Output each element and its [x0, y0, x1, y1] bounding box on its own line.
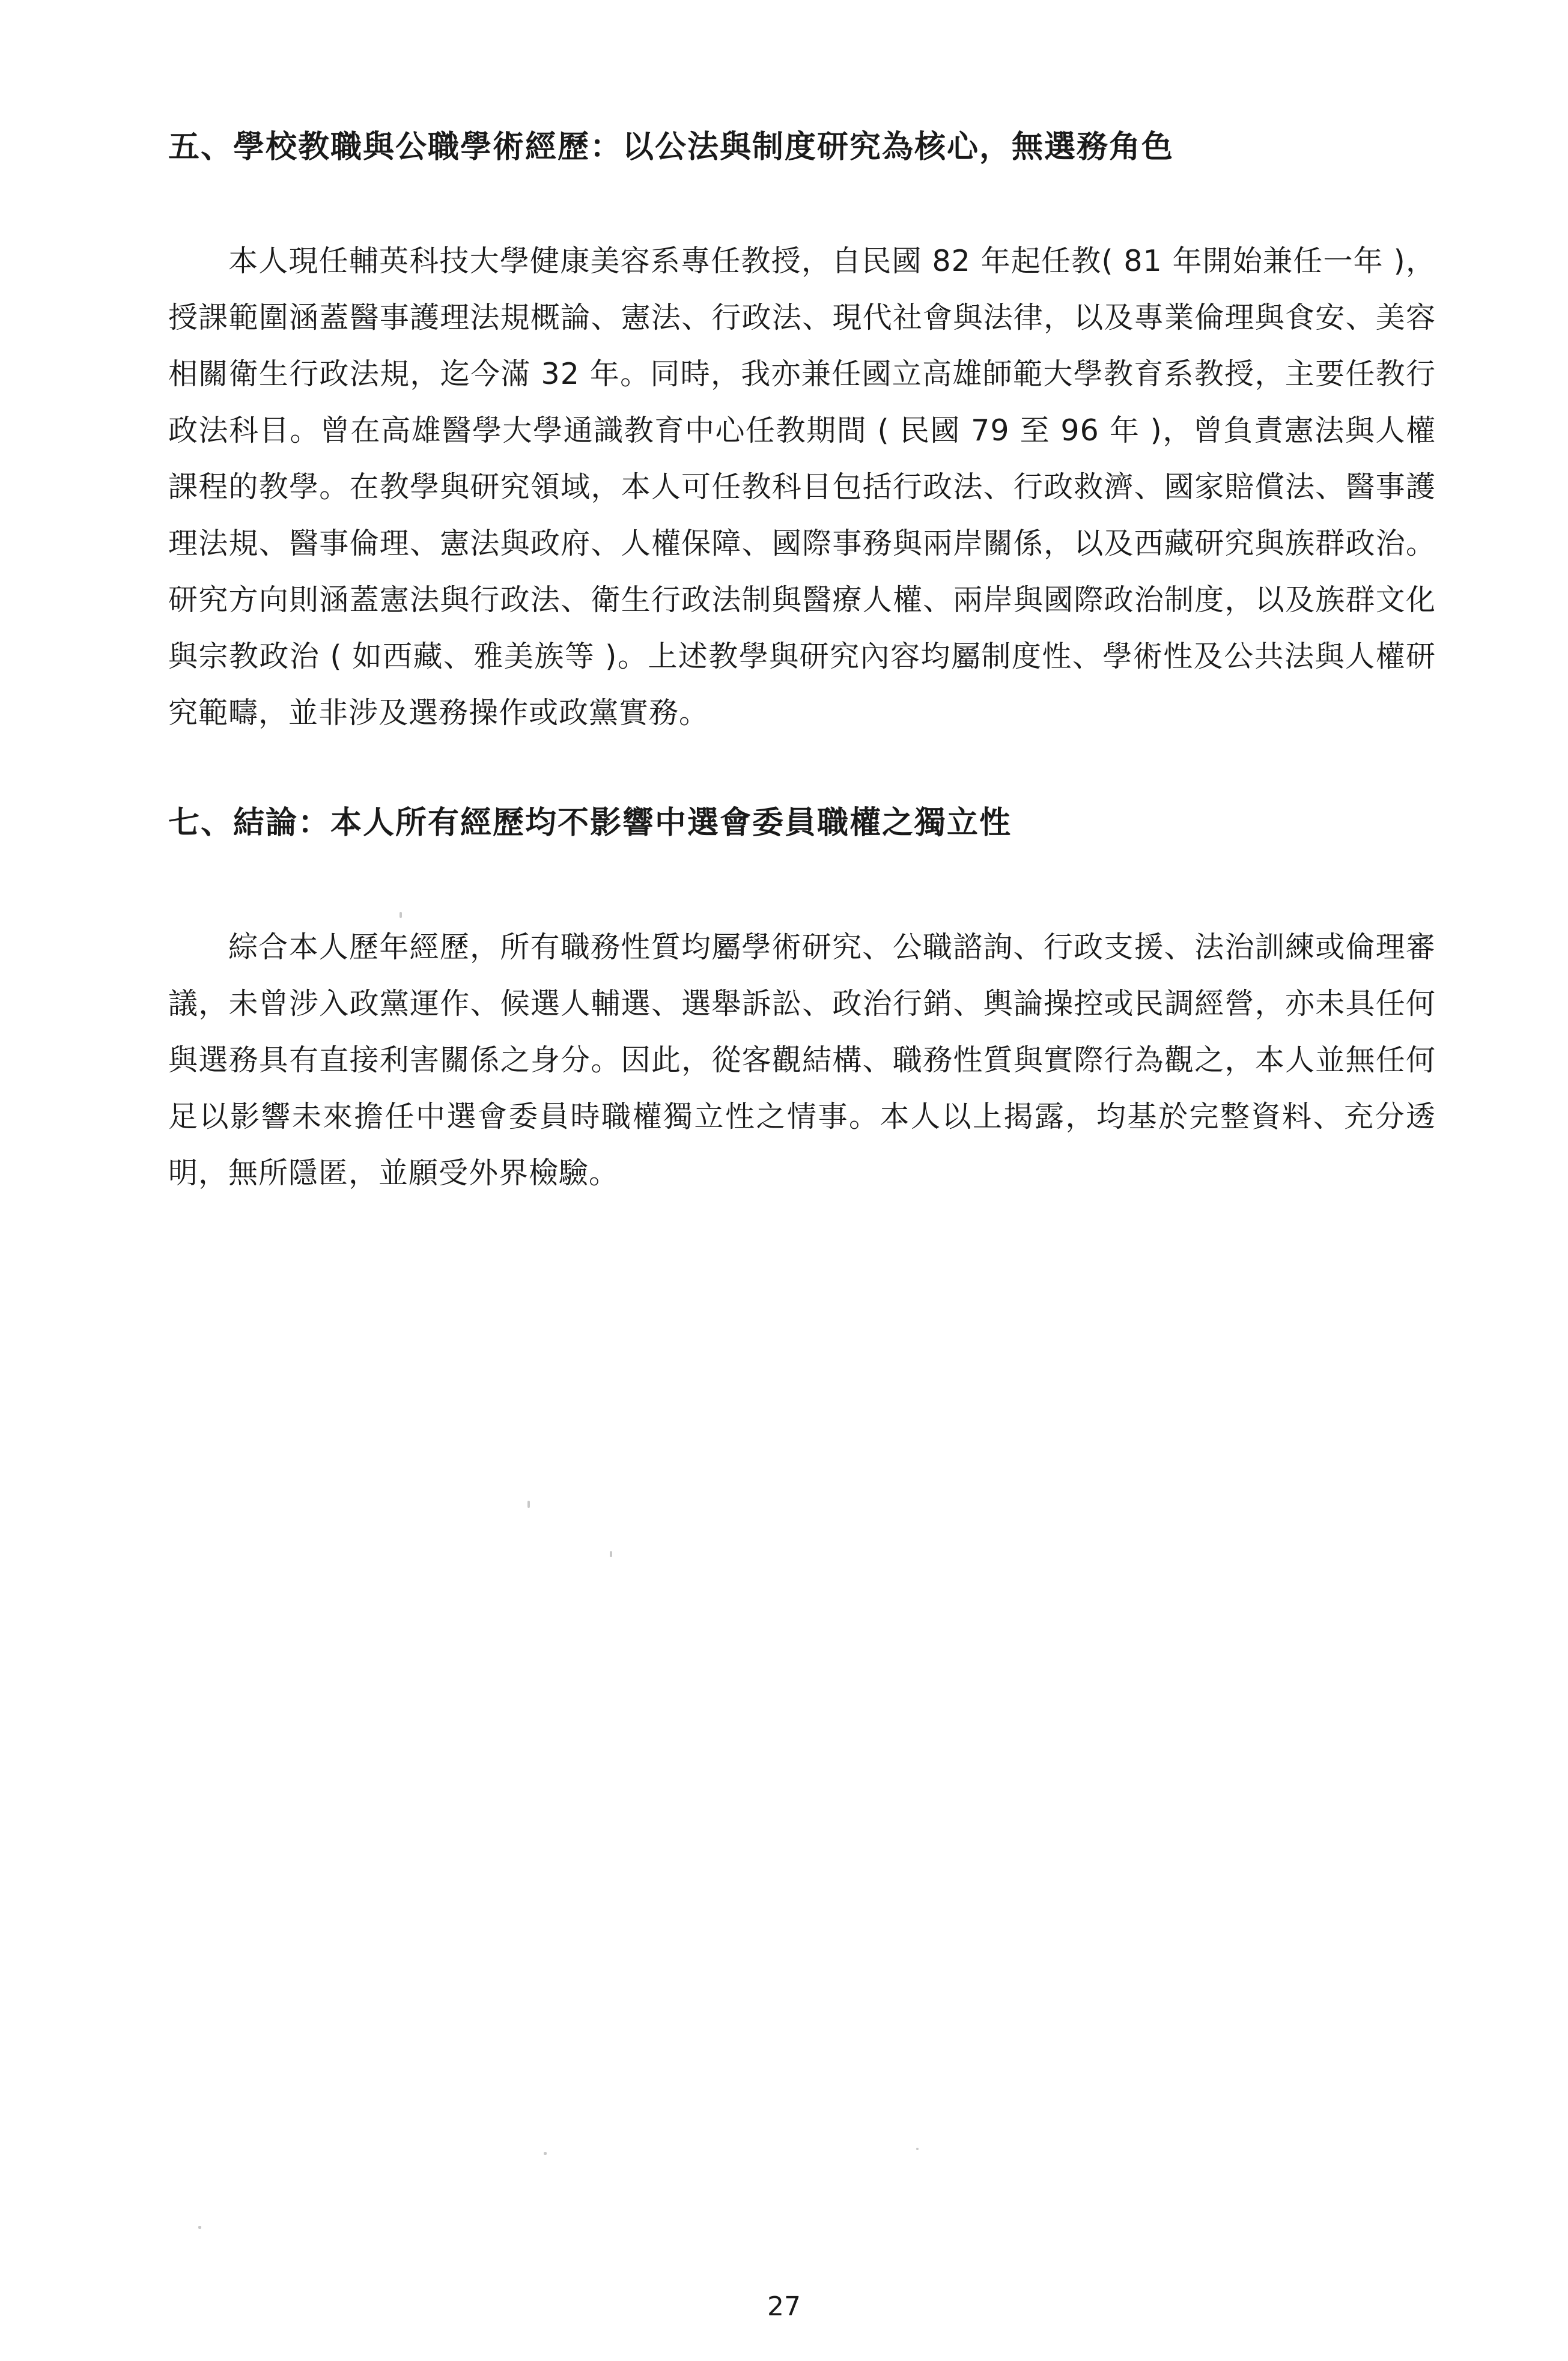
section-heading: 七、結論：本人所有經歷均不影響中選會委員職權之獨立性	[168, 805, 1012, 841]
page-number: 27	[767, 2291, 801, 2322]
scan-speck	[916, 2148, 919, 2150]
scan-speck	[544, 2152, 547, 2155]
section-paragraph: 本人現任輔英科技大學健康美容系專任教授，自民國 82 年起任教( 81 年開始兼任一年 )，授課範圍涵蓋醫事護理法規概論、憲法、行政法、現代社會與法律，以及專業倫理與食安、美容相關衛生行政法規，迄今滿 32 年。同時，我亦兼任國立高雄師範大學教育系教授，主要任教行政法科目。曾在高雄醫學大學通識教育中心任教期間 ( 民國 79 至 96 年 )，曾負責憲法與人權課程的教學。在教學與研究領域，本人可任教科目包括行政法、行政救濟、國家賠償法、醫事護理法規、醫事倫理、憲法與政府、人權保障、國際事務與兩岸關係，以及西藏研究與族群政治。研究方向則涵蓋憲法與行政法、衛生行政法制與醫療人權、兩岸與國際政治制度，以及族群文化與宗教政治 ( 如西藏、雅美族等 )。上述教學與研究內容均屬制度性、學術性及公共法與人權研究範疇，並非涉及選務操作或政黨實務。	[168, 244, 1436, 730]
section-heading: 五、學校教職與公職學術經歷：以公法與制度研究為核心，無選務角色	[168, 129, 1174, 165]
scan-speck	[400, 912, 402, 918]
scan-speck	[527, 1501, 530, 1508]
section-paragraph: 綜合本人歷年經歷，所有職務性質均屬學術研究、公職諮詢、行政支援、法治訓練或倫理審議，未曾涉入政黨運作、候選人輔選、選舉訴訟、政治行銷、輿論操控或民調經營，亦未具任何與選務具有直接利害關係之身分。因此，從客觀結構、職務性質與實際行為觀之，本人並無任何足以影響未來擔任中選會委員時職權獨立性之情事。本人以上揭露，均基於完整資料、充分透明，無所隱匿，並願受外界檢驗。	[168, 930, 1436, 1190]
scan-speck	[610, 1551, 612, 1557]
scan-speck	[198, 2226, 201, 2229]
